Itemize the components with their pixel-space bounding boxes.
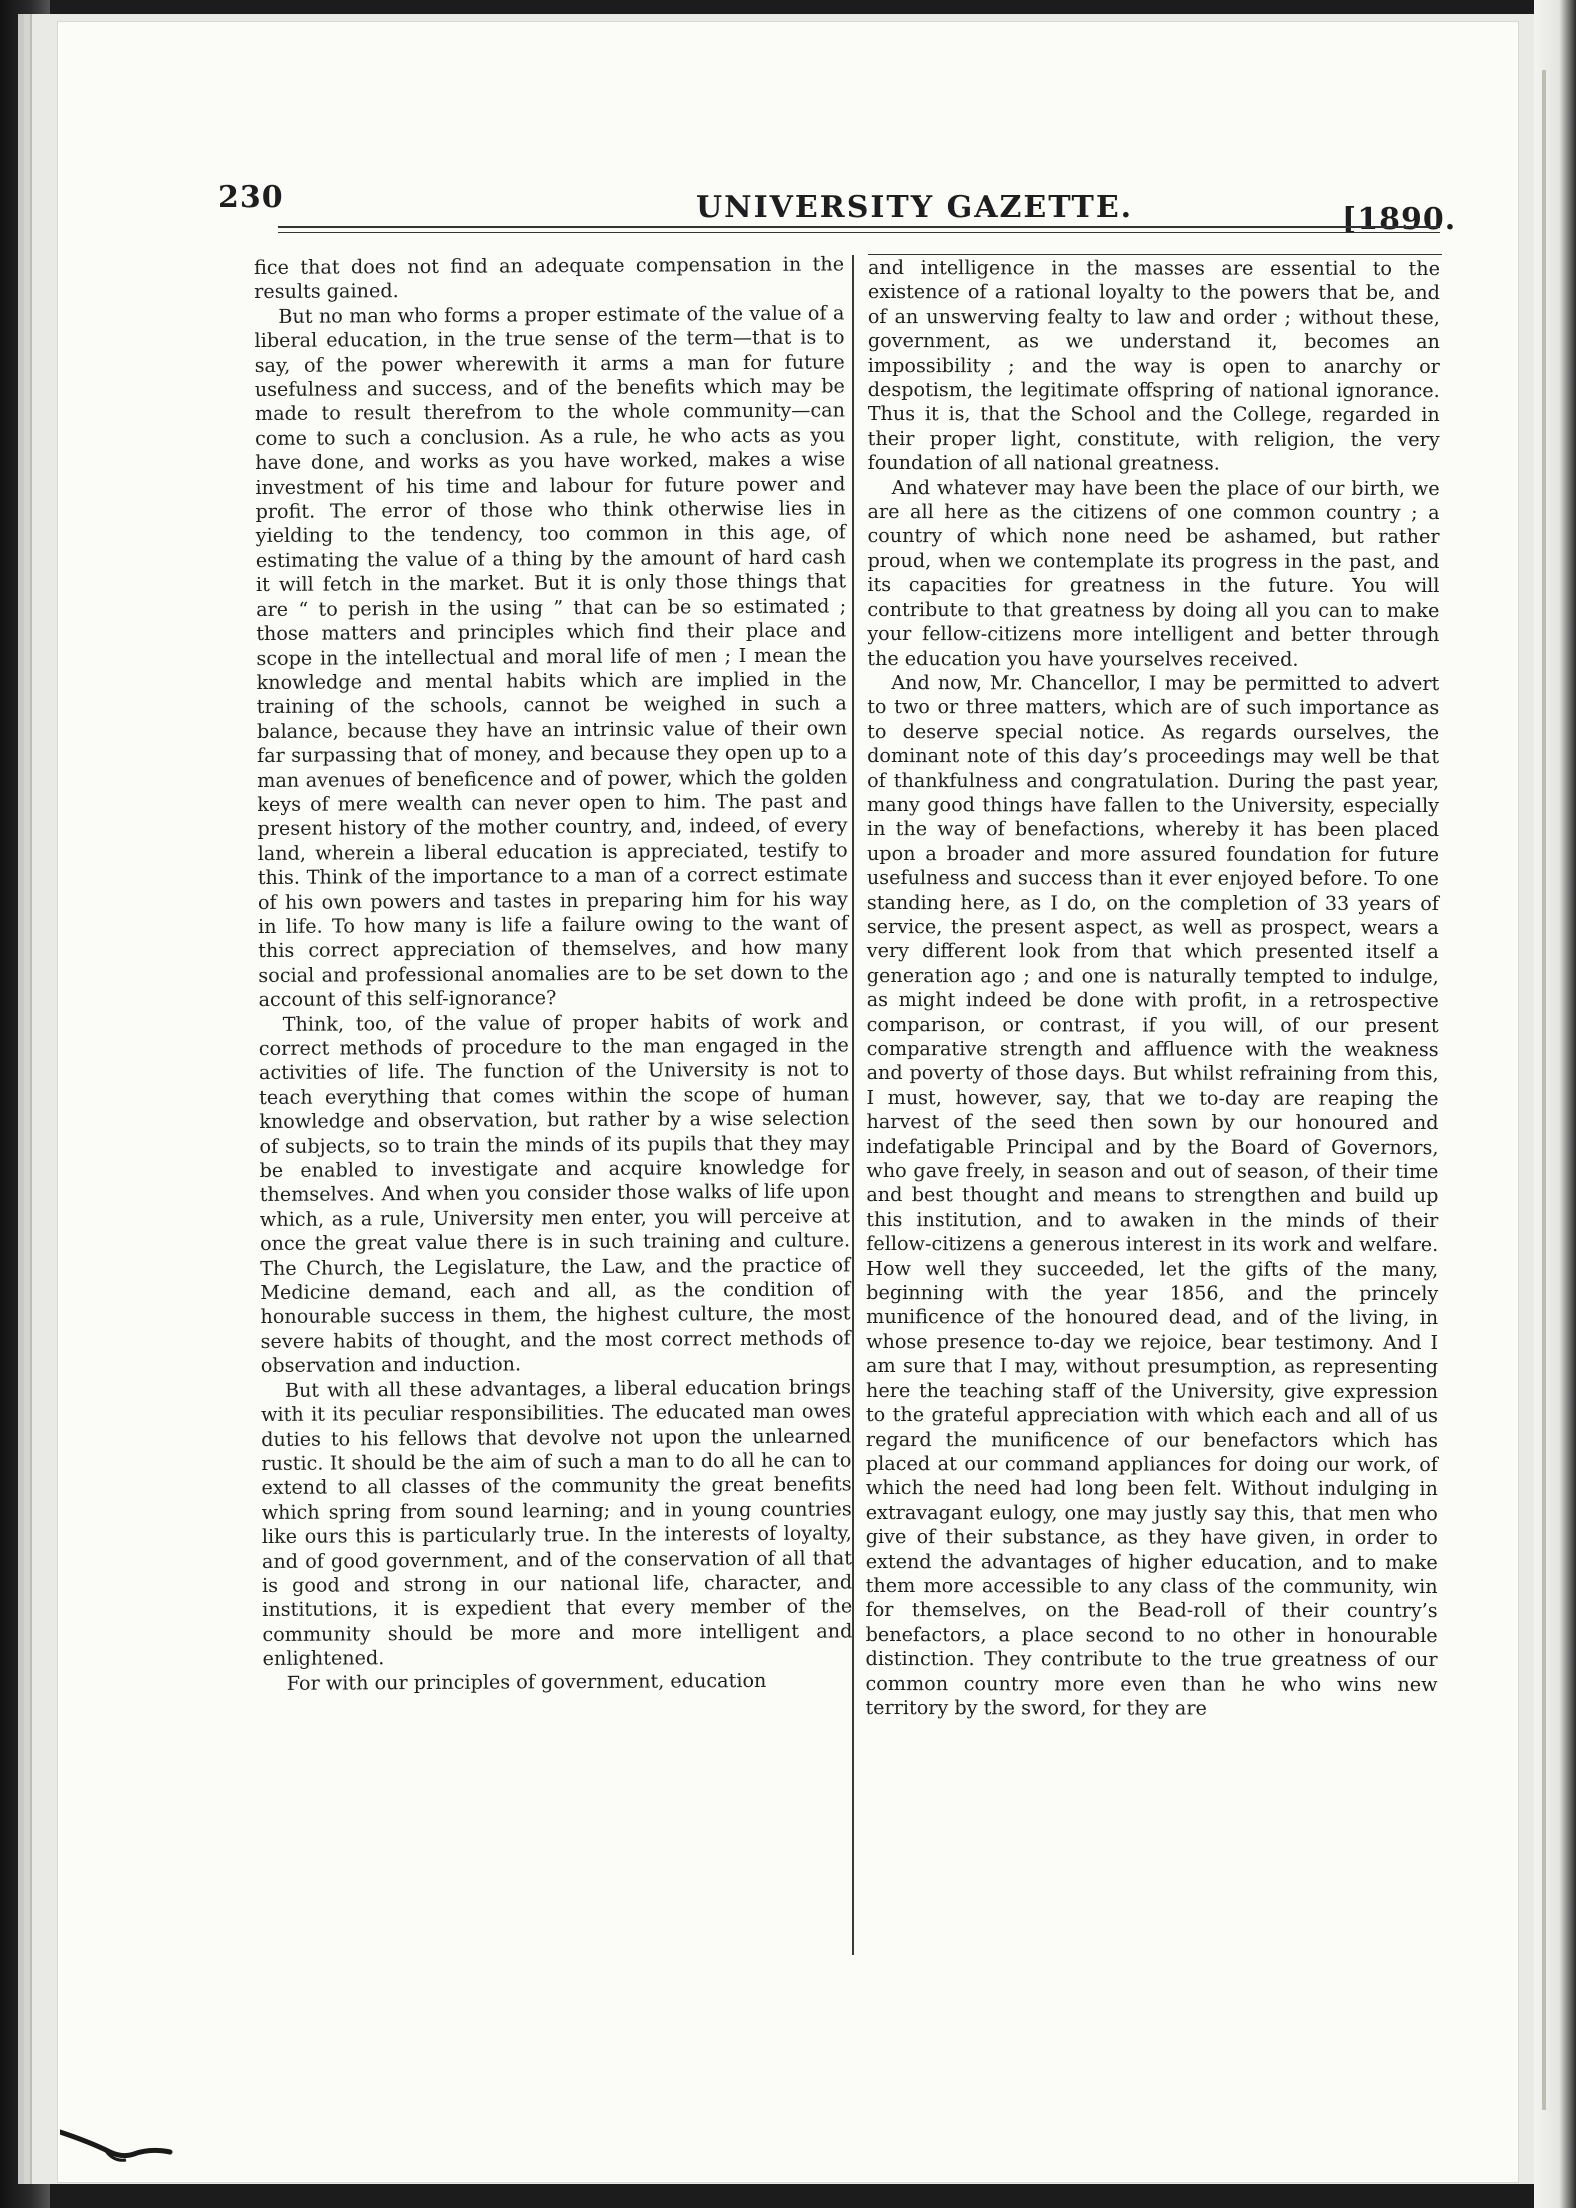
right-column-top-rule <box>868 254 1442 255</box>
header-rule-top <box>278 226 1440 228</box>
header-rule-bottom <box>278 232 1440 233</box>
page-number: 230 <box>218 180 284 215</box>
scan-right-edge <box>1534 0 1576 2208</box>
paragraph: and intelligence in the masses are essential to the existence of a rational loyalty to the powers that be, and of an unswerving fealty to law and order ; without these, government, as we understand it, becomes an impossibility ; and the way is open to anarchy or despotism, the legitimate offspring of national ignorance. Thus it is, that the School and the College, regarded in their proper light, constitute, with religion, the very foundation of all national greatness. <box>867 256 1440 475</box>
paragraph: For with our principles of government, education <box>286 1668 767 1695</box>
paragraph: fice that does not find an adequate compensation in the results gained. <box>254 252 845 304</box>
running-header <box>218 170 1458 240</box>
paragraph: Think, too, of the value of proper habits of work and correct methods of procedure to the man engaged in the activities of life. The function of the University is not to teach everything that comes within the scope of human knowledge and observation, but rather by a wise selection of subjects, so to train the minds of its pupils that they may be enabled to investigate and acquire knowledge for themselves. And when you consider those walks of life upon which, as a rule, University men enter, you will perceive at once the great value there is in such training and culture. The Church, the Legislature, the Law, and the practice of Medicine demand, each and all, as the condition of honourable success in them, the highest culture, the most severe habits of thought, and the most correct methods of observation and induction. <box>258 1008 851 1378</box>
paragraph: And now, Mr. Chancellor, I may be permitted to advert to two or three matters, which are of such importance as to deserve special notice. As regards ourselves, the dominant note of this day’s proceedings may well be that of thankfulness and congratulation. During the past year, many good things have fallen to the University, especially in the way of benefactions, whereby it has been placed upon a broader and more assured foundation for future usefulness and success than it ever enjoyed before. To one standing here, as I do, on the completion of 33 years of service, the present aspect, as well as prospect, wears a very different look from that which presented itself a generation ago ; and one is naturally tempted to indulge, as might indeed be done with profit, in a retrospective comparison, or contrast, if you will, of our present comparative strength and affluence with the weakness and poverty of those days. But whilst refraining from this, I must, however, say, that we to-day are reaping the harvest of the seed then sown by our honoured and indefatigable Principal and by the Board of Governors, who gave freely, in season and out of season, of their time and best thought and means to strengthen and build up this institution, and to awaken in the minds of their fellow-citizens a generous interest in its work and welfare. How well they succeeded, let the gifts of the many, beginning with the year 1856, and the princely munificence of the honoured dead, and of the living, in whose presence to-day we rejoice, bear testimony. And I am sure that I may, without presumption, as representing here the teaching staff of the University, give expression to the grateful appreciation with which each and all of us regard the munificence of our benefactors which has placed at our command appliances for doing our work, of which the need had long been felt. Without indulging in extravagant eulogy, one may justly say this, that men who give of their substance, as they have given, in order to extend the advantages of higher education, and to make them more accessible to any class of the community, win for themselves, on the Bead-roll of their country’s benefactors, a place second to no other in honourable distinction. They contribute to the true greatness of our common country more even than he who wins new territory by the sword, for they are <box>865 670 1440 1720</box>
column-divider <box>852 255 854 1955</box>
paragraph: But no man who forms a proper estimate of the value of a liberal education, in the true sense of the term—that is to say, of the power wherewith it arms a man for future usefulness and success, and of the benefits which may be made to result therefrom to the whole community—can come to such a conclusion. As a rule, he who acts as you have done, and works as you have worked, makes a wise investment of his time and labour for future power and profit. The error of those who think otherwise lies in yielding to the tendency, too common in this age, of estimating the value of a thing by the amount of hard cash it will fetch in the market. But it is only those things that are “ to perish in the using ” that can be so estimated ; those matters and principles which find their place and scope in the intellectual and moral life of men ; I mean the knowledge and mental habits which are implied in the training of the schools, cannot be weighed in such a balance, because they have an intrinsic value of their own far surpassing that of money, and because they open up to a man avenues of beneficence and of power, which the golden keys of mere wealth can never open to him. The past and present history of the mother country, and, indeed, of every land, wherein a liberal education is appreciated, testify to this. Think of the importance to a man of a correct estimate of his own powers and tastes in preparing him for his way in life. To how many is life a failure owing to the want of this correct appreciation of themselves, and how many social and professional anomalies are to be set down to the account of this self-ignorance? <box>254 301 849 1012</box>
paragraph: But with all these advantages, a liberal education brings with it its peculiar responsibilities. The educated man owes duties to his fellows that devolve not upon the unlearned rustic. It should be the aim of such a man to do all he can to extend to all classes of the community the great benefits which spring from sound learning; and in young countries like ours this is particularly true. In the interests of loyalty, and of good government, and of the conservation of all that is good and strong in our national life, character, and institutions, it is expedient that every member of the community should be more and more intelligent and enlightened. <box>261 1375 853 1671</box>
right-text-column <box>865 256 1440 1721</box>
stray-mark <box>60 2128 190 2168</box>
journal-title: UNIVERSITY GAZETTE. <box>696 190 1134 225</box>
paragraph: And whatever may have been the place of our birth, we are all here as the citizens of one common country ; a country of which none need be ashamed, but rather proud, when we contemplate its progress in the past, and its capacities for greatness in the future. You will contribute to that greatness by doing all you can to make your fellow-citizens more intelligent and better through the education you have yourselves received. <box>867 475 1440 671</box>
left-text-column <box>254 252 853 1696</box>
issue-year: [1890. <box>1342 202 1457 237</box>
